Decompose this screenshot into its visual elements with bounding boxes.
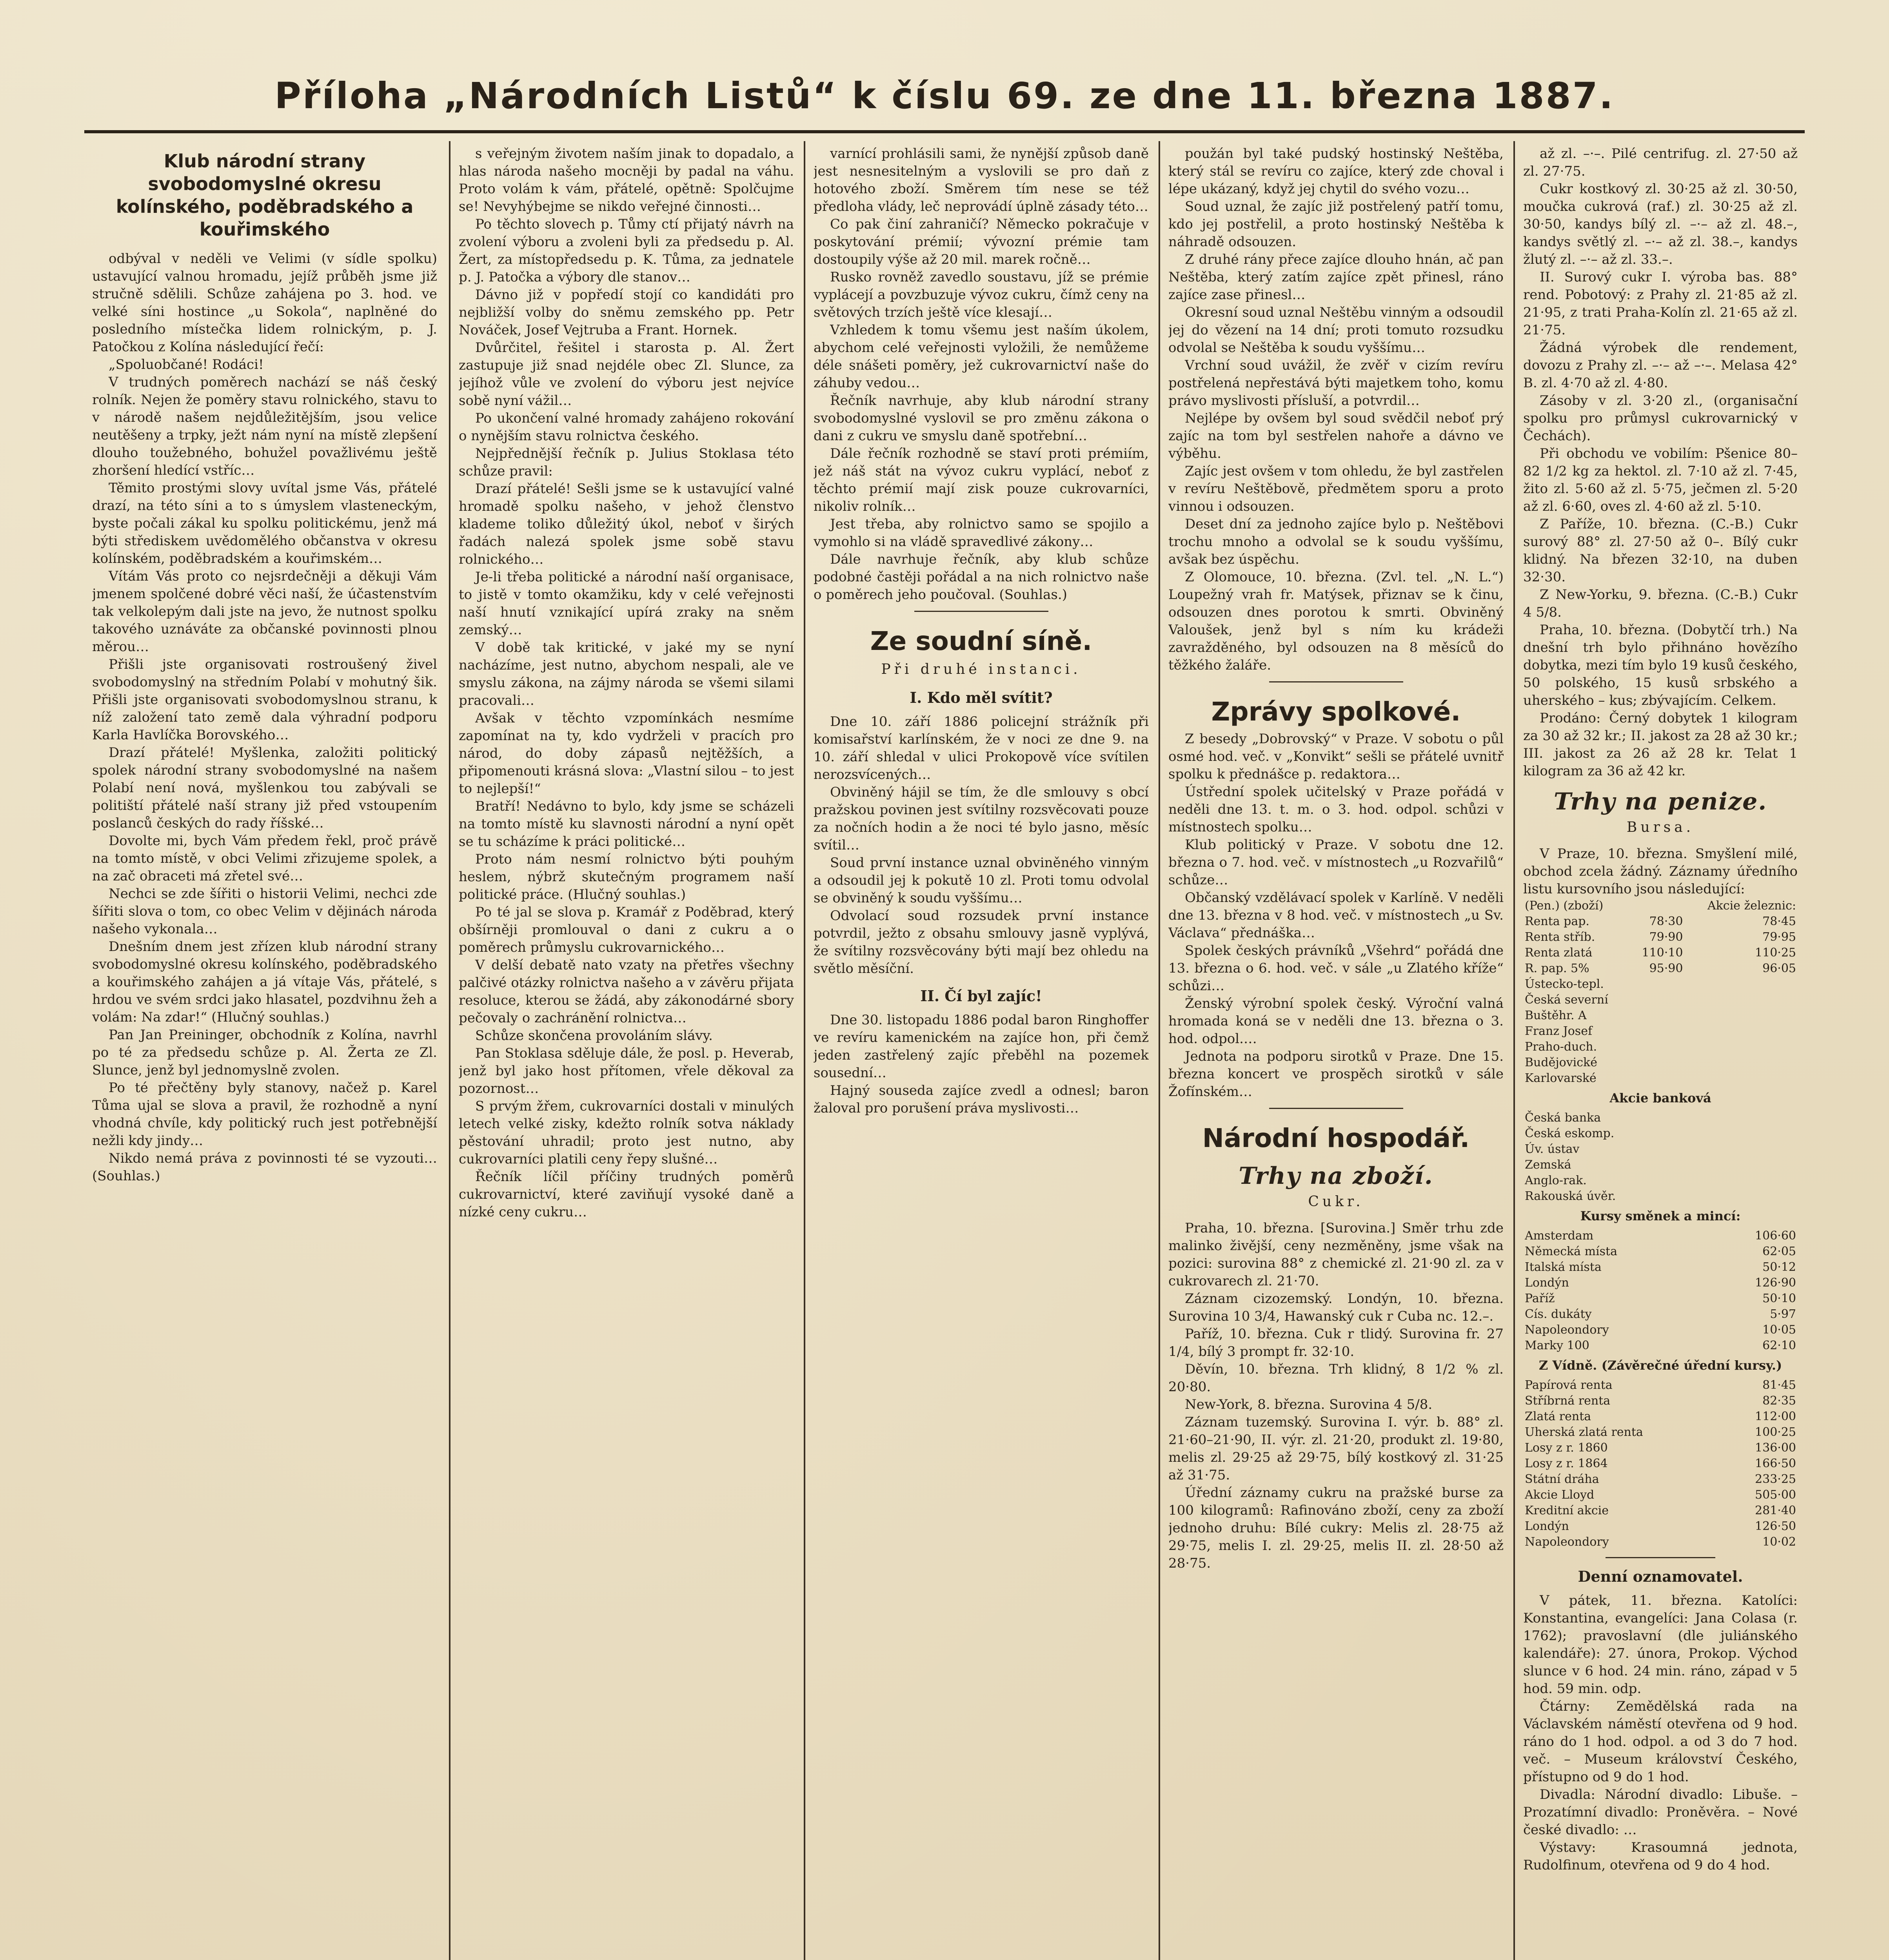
row-value: 50·12: [1762, 1260, 1796, 1274]
row-value: [1630, 1055, 1684, 1071]
row-value: [1684, 1024, 1798, 1039]
paragraph: až zl. –·–. Pilé centrifug. zl. 27·50 až zl. 27·75.: [1523, 146, 1798, 179]
paragraph: Z New-Yorku, 9. března. (C.-B.) Cukr 4 5/8.: [1523, 587, 1798, 620]
table-row: [1523, 1487, 1798, 1503]
table-row: [1523, 1503, 1798, 1519]
table-heading: Z Vídně. (Závěrečné úřední kursy.): [1538, 1358, 1782, 1373]
column-1: [92, 145, 437, 1960]
row-value: [1789, 1110, 1798, 1126]
paragraph: Dnešním dnem jest zřízen klub národní strany svobodomyslné okresu kolínského, poděbradského a kouřimského zahájen a já vítaje Vás, přátelé, s hrdou ve svém srdci jako hlasatel, pozdvihnu žeh a volám: Na zdar!“ (Hlučný souhlas.): [92, 939, 437, 1025]
paragraph: Po té přečtěny byly stanovy, načež p. Karel Tůma ujal se slova a pravil, že rozhodně a nyní vhodná chvíle, kdy politický ruch jest potřebnější nežli kdy jindy…: [92, 1080, 437, 1149]
row-value: 106·60: [1755, 1229, 1796, 1243]
table-row: [1523, 1142, 1798, 1157]
row-label: Karlovarské: [1525, 1071, 1597, 1085]
row-label: Státní dráha: [1525, 1472, 1599, 1486]
row-label: Londýn: [1525, 1519, 1569, 1533]
row-value: 5·97: [1770, 1307, 1796, 1321]
section-title: Trhy na penize.: [1553, 788, 1767, 815]
paragraph: Klub politický v Praze. V sobotu dne 12. března o 7. hod. več. v místnostech „u Rozvařilů“ schůze…: [1168, 837, 1504, 888]
article-body: [814, 713, 1149, 978]
row-value: [1789, 1142, 1798, 1157]
paragraph: Občanský vzdělávací spolek v Karlíně. V neděli dne 13. března v 8 hod. več. v místnostech „u Sv. Václava“ přednáška…: [1168, 890, 1504, 941]
paragraph: Dvůrčitel, řešitel i starosta p. Al. Žert zastupuje již snad nejdéle obec Zl. Slunce, za jejíhož vůle ve zvolení do výboru jest nejvíce sobě nyní vážil…: [459, 340, 794, 408]
table-row: [1523, 1456, 1798, 1472]
row-value: [1684, 976, 1798, 992]
table-heading: Kursy směnek a mincí:: [1580, 1209, 1741, 1223]
row-value: [1780, 1189, 1789, 1204]
paragraph: Pan Stoklasa sděluje dále, že posl. p. Heverab, jenž byl jako host přítomen, vřele děkoval za pozornost…: [459, 1045, 794, 1096]
article-title: Klub národní strany svobodomyslné okresu kolínského, poděbradského a kouřimského: [116, 151, 414, 240]
table-row: [1523, 1008, 1798, 1024]
section-divider: [1269, 681, 1403, 682]
paragraph: Dne 30. listopadu 1886 podal baron Ringhoffer ve revíru kamenickém na zajíce hon, při čemž jeden zastřelený zajíc přeběhl na pozemek sousední…: [814, 1012, 1149, 1081]
club-news: [1168, 730, 1504, 1101]
table-row: [1523, 1393, 1798, 1409]
masthead-title: Příloha „Národních Listů“ k číslu 69. ze dne 11. března 1887.: [274, 75, 1615, 117]
row-value: [1630, 1008, 1684, 1024]
paragraph: Čtárny: Zemědělská rada na Václavském náměstí otevřena od 9 hod. ráno do 1 hod. odpol. a od 3 do 7 hod. več. – Museum království Českého, přístupno od 9 do 1 hod.: [1523, 1699, 1798, 1785]
paragraph: Po té jal se slova p. Kramář z Poděbrad, který obšírněji promlouval o dani z cukru a o poměrech průmyslu cukrovarnického…: [459, 904, 794, 955]
paragraph: Vítám Vás proto co nejsrdečněji a děkuji Vám jmenem spolčené dobré věci naší, že účastenstvím tak velkolepým dali jste na jevo, že nutnost spolku takového uznáváte za občanské povinnosti plnou měrou…: [92, 568, 437, 655]
paragraph: Zásoby v zl. 3·20 zl., (organisační spolku pro průmysl cukrovarnický v Čechách).: [1523, 393, 1798, 444]
paragraph: Praha, 10. března. [Surovina.] Směr trhu zde malinko živější, ceny nezměněny, jsme však na pozici: surovina 88° z chemické zl. 21·90 zl. za v cukrovarech zl. 21·70.: [1168, 1220, 1504, 1289]
row-label: Budějovické: [1525, 1056, 1597, 1069]
table-row: [1523, 992, 1798, 1008]
row-value: 100·25: [1755, 1425, 1796, 1439]
paragraph: Soud uznal, že zajíc již postřelený patří tomu, kdo jej postřelil, a proto hostinský Neštěba k náhradě odsouzen.: [1168, 199, 1504, 250]
paragraph: Dále řečník rozhodně se staví proti prémiím, jež náš stát na vývoz cukru vyplácí, neboť z těchto prémií mají zisk pouze cukrovarníci, nikoliv rolník…: [814, 446, 1149, 514]
column-4: [1168, 145, 1504, 1960]
row-label: Zlatá renta: [1525, 1410, 1591, 1423]
table-row: [1523, 1259, 1798, 1275]
row-label: Londýn: [1525, 1276, 1569, 1290]
section-divider: [914, 611, 1048, 612]
row-value: [1780, 1157, 1789, 1173]
table-row: [1523, 1472, 1798, 1487]
table-row: [1523, 1425, 1798, 1440]
row-label: Německá místa: [1525, 1245, 1617, 1258]
paragraph: Záznam cizozemský. Londýn, 10. března. Surovina 10 3/4, Hawanský cuk r Cuba nc. 12.–.: [1168, 1291, 1504, 1324]
article-body: [459, 145, 794, 1221]
paragraph: Bratří! Nedávno to bylo, kdy jsme se scházeli na tomto místě ku slavnosti národní a nyní opět se tu scházíme k práci politické…: [459, 799, 794, 849]
table-row: [1523, 1409, 1798, 1425]
bank-table: [1523, 1110, 1798, 1204]
paragraph: s veřejným životem naším jinak to dopadalo, a hlas národa našeho mocněji by padal na váhu. Proto volám k vám, přátelé, opětně: Spolčujme se! Nevyhýbejme se nikdo veřejné činnosti…: [459, 146, 794, 214]
paragraph: Cukr kostkový zl. 30·25 až zl. 30·50, moučka cukrová (raf.) zl. 30·25 až zl. 30·50, kandys bílý zl. –·– až zl. 48.–, kandys světlý zl. –·– až zl. 38.–, kandys žlutý zl. –·– až zl. 33.–.: [1523, 181, 1798, 267]
row-value: 78·30: [1649, 915, 1683, 928]
paragraph: Při obchodu ve vobilím: Pšenice 80–82 1/2 kg za hektol. zl. 7·10 až zl. 7·45, žito zl. 5·60 až zl. 5·75, ječmen zl. 5·20 až zl. 6·60, oves zl. 4·60 až zl. 5·10.: [1523, 446, 1798, 514]
row-value: 62·10: [1762, 1339, 1796, 1352]
row-label: Napoleondory: [1525, 1535, 1609, 1549]
row-value: [1684, 1071, 1798, 1086]
row-value: 110·25: [1755, 946, 1796, 960]
paragraph: „Spoluobčané! Rodáci!: [109, 357, 264, 372]
paragraph: Nejpřednější řečník p. Julius Stoklasa této schůze pravil:: [459, 446, 794, 479]
row-value: 10·05: [1762, 1323, 1796, 1337]
row-value: 233·25: [1755, 1472, 1796, 1486]
table-row: [1523, 976, 1798, 992]
row-label: Cís. dukáty: [1525, 1307, 1592, 1321]
paragraph: Jednota na podporu sirotků v Praze. Dne 15. března koncert ve prospěch sirotků v sále Žofínském…: [1168, 1049, 1504, 1100]
table-row: [1523, 1157, 1798, 1173]
paragraph: Divadla: Národní divadlo: Libuše. – Prozatímní divadlo: Proněvěra. – Nové české divadlo: …: [1523, 1787, 1798, 1838]
table-row: [1523, 914, 1798, 929]
paragraph: Záznam tuzemský. Surovina I. výr. b. 88° zl. 21·60–21·90, II. výr. zl. 21·20, produkt zl. 19·80, melis zl. 29·25 až 29·75, bílý kostkový zl. 31·25 až 31·75.: [1168, 1414, 1504, 1483]
article-body: [92, 250, 437, 1185]
article-heading: II. Čí byl zajíc!: [920, 987, 1042, 1005]
row-value: [1789, 1126, 1798, 1142]
table-row: [1523, 1291, 1798, 1307]
paragraph: V delší debatě nato vzaty na přetřes všechny palčivé otázky rolnictva našeho a v závěru přijata resoluce, kterou se žádá, aby zákonodárné sbory pečovaly o zachránění rolnictva…: [459, 957, 794, 1026]
paragraph: Spolek českých právníků „Všehrd“ pořádá dne 13. března o 6. hod. več. v sále „u Zlatého kříže“ schůzi…: [1168, 943, 1504, 994]
paragraph: Děvín, 10. března. Trh klidný, 8 1/2 % zl. 20·80.: [1168, 1361, 1504, 1395]
paragraph: Nechci se zde šířiti o historii Velimi, nechci zde šířiti slova o tom, co obec Velim v dějinách národa našeho vykonala…: [92, 886, 437, 937]
paragraph: Rusko rovněž zavedlo soustavu, jíž se prémie vyplácejí a povzbuzuje vývoz cukru, čímž ceny na světových trzích ještě více klesají…: [814, 269, 1149, 320]
row-label: Stříbrná renta: [1525, 1394, 1611, 1408]
row-value: [1684, 1055, 1798, 1071]
row-value: [1684, 992, 1798, 1008]
section-title: Denní oznamovatel.: [1578, 1568, 1743, 1585]
row-label: Paříž: [1525, 1292, 1555, 1305]
paragraph: Okresní soud uznal Neštěbu vinným a odsoudil jej do vězení na 14 dní; proti tomuto rozsudku odvolal se Neštěba k soudu vyššímu…: [1168, 305, 1504, 356]
paragraph: Odvolací soud rozsudek první instance potvrdil, ježto z obsahu smlouvy jasně vyplývá, že svítilny rozsvěcovány býti mají bez ohledu na světlo měsíční.: [814, 908, 1149, 976]
row-label: Losy z r. 1860: [1525, 1441, 1608, 1455]
paragraph: použán byl také pudský hostinský Neštěba, který stál se revíru co zajíce, který zde choval i lépe ukázaný, když jej chytil do svého vozu…: [1168, 146, 1504, 197]
masthead-rule: [84, 130, 1805, 133]
paragraph: Žádná výrobek dle rendement, dovozu z Prahy zl. –·– až –·–. Melasa 42° B. zl. 4·70 až zl. 4·80.: [1523, 340, 1798, 391]
paragraph: Z Paříže, 10. března. (C.-B.) Cukr surový 88° zl. 27·50 až 0–. Bílý cukr klidný. Na březen 32·10, na duben 32·30.: [1523, 516, 1798, 585]
row-value: 126·90: [1755, 1276, 1796, 1290]
paragraph: Drazí přátelé! Sešli jsme se k ustavující valné hromadě spolku našeho, v jehož členstvo klademe toliko důležitý úkol, neboť v širých řadách nalezá spolek jsme sobě stavu rolnického…: [459, 481, 794, 567]
paragraph: Přišli jste organisovati rostroušený živel svobodomyslný na středním Polabí v mohutný šik. Přišli jste organisovati svobodomyslnou stranu, k níž založení tato země dala výhradní podporu Karla Havlíčka Borovského…: [92, 657, 437, 743]
paragraph: New-York, 8. března. Surovina 4 5/8.: [1185, 1397, 1433, 1412]
row-value: 166·50: [1755, 1457, 1796, 1470]
paragraph: Vzhledem k tomu všemu jest naším úkolem, abychom celé veřejnosti vyložili, že nemůžeme déle snášeti poměry, jež cukrovarnictví naše do záhuby vedou…: [814, 322, 1149, 391]
column-3: [814, 145, 1149, 1960]
section-title: Zprávy spolkové.: [1211, 697, 1461, 727]
row-value: 505·00: [1755, 1488, 1796, 1502]
paragraph: V době tak kritické, v jaké my se nyní nacházíme, jest nutno, abychom nespali, ale ve smyslu zákona, na zájmy národa se všemi silami pracovali…: [459, 640, 794, 708]
section-divider: [1269, 1108, 1403, 1109]
vienna-table: [1523, 1377, 1798, 1550]
paragraph: Je-li třeba politické a národní naší organisace, to jistě v tomto okamžiku, kdy v celé veřejnosti naší hnutí vznikající upírá zraky na sněm zemský…: [459, 569, 794, 638]
section-title: Ze soudní síně.: [870, 626, 1092, 656]
paragraph: V trudných poměrech nachází se náš český rolník. Nejen že poměry stavu rolnického, stavu to v národě našem nejdůležitějším, jsou velice neutěšeny a trpky, ježt nám nyní na místě zlepšení dlouho toužebného, bohužel považlivému ještě zhoršení hledící vstříc…: [92, 374, 437, 478]
paragraph: Dávno již v popředí stojí co kandidáti pro nejbližší volby do sněmu zemského pp. Petr Nováček, Josef Vejtruba a Frant. Hornek.: [459, 287, 794, 338]
row-label: Losy z r. 1864: [1525, 1457, 1608, 1470]
row-label: Buštěhr. A: [1525, 1009, 1587, 1022]
row-value: [1684, 1039, 1798, 1055]
table-row: [1523, 1055, 1798, 1071]
row-value: [1630, 1071, 1684, 1086]
column-divider: [449, 141, 450, 1960]
row-label: Renta pap.: [1525, 915, 1589, 928]
paragraph: Řečník líčil příčiny trudných poměrů cukrovarnictví, které zaviňují vysoké daně a nízké ceny cukru…: [459, 1169, 794, 1220]
row-label: Italská místa: [1525, 1260, 1602, 1274]
paragraph: Dne 10. září 1886 policejní strážník při komisařství karlínském, že v noci ze dne 9. na 10. září shledal v ulici Prokopově více svítilen nerozsvícených…: [814, 714, 1149, 782]
row-value: [1780, 1173, 1789, 1189]
paragraph: Soud první instance uznal obviněného vinným a odsoudil jej k pokutě 10 zl. Proti tomu odvolal se obviněný k soudu vyššímu…: [814, 855, 1149, 906]
table-row: [1523, 1228, 1798, 1244]
row-value: [1780, 1142, 1789, 1157]
row-label: Úv. ústav: [1525, 1142, 1580, 1156]
paragraph: Po ukončení valné hromady zahájeno rokování o nynějším stavu rolnictva českého.: [459, 410, 794, 444]
exchange-table: [1523, 1228, 1798, 1354]
paragraph: odbýval v neděli ve Velimi (v sídle spolku) ustavující valnou hromadu, jejíž průběh jsme již stručně sdělili. Schůze zahájena po 3. hod. ve velké síni hostince „u Sokola“, naplněné do posledního místečka lidem rolnickým, p. J. Patočkou z Kolína následující řečí:: [92, 251, 437, 355]
table-header: Akcie železnic:: [1707, 899, 1796, 913]
article-body: [814, 145, 1149, 604]
paragraph: S prvým žřem, cukrovarníci dostali v minulých letech velké zisky, kdežto rolník sotva náklady pěstování uhradil; proto jest nutno, aby cukrovarníci platili ceny řepy slušné…: [459, 1098, 794, 1167]
row-label: Kreditní akcie: [1525, 1504, 1609, 1517]
paragraph: Z druhé rány přece zajíce dlouho hnán, ač pan Neštěba, který zatím zajíce zpět přinesl, ráno zajíce zase přinesl…: [1168, 252, 1504, 303]
paragraph: Praha, 10. března. (Dobytčí trh.) Na dnešní trh bylo přihnáno hovězího dobytka, mezi tím bylo 19 kusů českého, 50 polského, 15 kusů srbského a uherského – kus; zbývajícím. Celkem.: [1523, 622, 1798, 708]
paragraph: Výstavy: Krasoumná jednota, Rudolfinum, otevřena od 9 do 4 hod.: [1523, 1840, 1798, 1873]
paragraph: Z besedy „Dobrovský“ v Praze. V sobotu o půl osmé hod. več. v „Konvikt“ sešli se přátelé uvnitř spolku k přednášce p. redaktora…: [1168, 731, 1504, 782]
row-label: Renta zlatá: [1525, 946, 1593, 960]
row-label: Anglo-rak.: [1525, 1174, 1587, 1187]
paragraph: Z Olomouce, 10. března. (Zvl. tel. „N. L.“) Loupežný vrah fr. Matýsek, přiznav se k činu, odsouzen dnes porotou k smrti. Obviněný Valoušek, jenž byl s ním ku krádeži zavražděného, byl odsouzen na 8 měsíců do těžkého žaláře.: [1168, 569, 1504, 673]
notices-body: [1523, 1592, 1798, 1874]
paragraph: Avšak v těchto vzpomínkách nesmíme zapomínat na ty, kdo vydrželi v pracích pro národ, do doby zápasů nejtěžších, a připomenouti krásná slova: „Vlastní silou – to jest to nejlepší!“: [459, 710, 794, 797]
row-label: Česká eskomp.: [1525, 1127, 1615, 1140]
section-title: Národní hospodář.: [1202, 1123, 1470, 1153]
row-value: [1789, 1173, 1798, 1189]
paragraph: Paříž, 10. března. Cuk r tlidý. Surovina fr. 27 1/4, bílý 3 prompt fr. 32·10.: [1168, 1326, 1504, 1359]
table-row: [1523, 945, 1798, 961]
row-label: Uherská zlatá renta: [1525, 1425, 1643, 1439]
paragraph: Řečník navrhuje, aby klub národní strany svobodomyslné vyslovil se pro změnu zákona o dani z cukru ve smyslu daně spotřební…: [814, 393, 1149, 444]
paragraph: Vrchní soud uvážil, že zvěř v cizím revíru postřelená nepřestává býti majetkem toho, komu právo myslivosti přísluší, a potvrdil…: [1168, 358, 1504, 408]
table-row: [1523, 1534, 1798, 1550]
paragraph: II. Surový cukr I. výroba bas. 88° rend. Pobotový: z Prahy zl. 21·85 až zl. 21·95, z trati Praha-Kolín zl. 21·65 až zl. 21·75.: [1523, 269, 1798, 338]
table-heading: Akcie banková: [1609, 1091, 1711, 1105]
row-value: 95·90: [1649, 962, 1683, 975]
row-value: [1789, 1157, 1798, 1173]
table-row: [1523, 1322, 1798, 1338]
column-5: [1523, 145, 1798, 1960]
row-label: Rakouská úvěr.: [1525, 1189, 1616, 1203]
row-value: 79·95: [1762, 930, 1796, 944]
row-value: 136·00: [1755, 1441, 1796, 1455]
table-row: [1523, 1519, 1798, 1534]
row-label: Amsterdam: [1525, 1229, 1594, 1243]
column-divider: [1513, 141, 1515, 1960]
table-row: [1523, 1275, 1798, 1291]
row-value: 50·10: [1762, 1292, 1796, 1305]
article-body: [814, 1011, 1149, 1117]
column-2: [459, 145, 794, 1960]
row-label: Renta stříb.: [1525, 930, 1595, 944]
table-row: [1523, 1024, 1798, 1039]
paragraph: Úřední záznamy cukru na pražské burse za 100 kilogramů: Rafinováno zboží, ceny za zboží jednoho druhu: Bílé cukry: Melis zl. 28·75 až 29·75, melis I. zl. 29·25, melis II. zl. 28·50 až 28·75.: [1168, 1485, 1504, 1571]
row-value: 79·90: [1649, 930, 1683, 944]
paragraph: Co pak činí zahraničí? Německo pokračuje v poskytování prémií; vývozní prémie tam dostoupily výše až 20 mil. marek ročně…: [814, 216, 1149, 267]
section-subtitle: Při druhé instanci.: [881, 661, 1081, 677]
row-label: R. pap. 5%: [1525, 962, 1589, 975]
masthead: [78, 67, 1811, 125]
table-row: [1523, 1307, 1798, 1322]
paragraph: Prodáno: Černý dobytek 1 kilogram za 30 až 32 kr.; II. jakost za 28 až 30 kr.; III. jakost za 26 až 28 kr. Telat 1 kilogram za 36 až 42 kr.: [1523, 710, 1798, 779]
row-value: 78·45: [1762, 915, 1796, 928]
paragraph: Obviněný hájil se tím, že dle smlouvy s obcí pražskou povinen jest svítilny rozsvěcovati pouze za nočních hodin a že noci té bylo jasno, měsíc svítil…: [814, 784, 1149, 853]
paragraph: Drazí přátelé! Myšlenka, založiti politický spolek národní strany svobodomyslné na našem Polabí není nová, myšlenkou tou zabývali se politiští přátelé naší strany již před vstoupením poslanců českých do rady říšské…: [92, 745, 437, 831]
economy-body: [1168, 1220, 1504, 1572]
table-header: (Pen.) (zboží): [1525, 899, 1604, 913]
paragraph: Pan Jan Preininger, obchodník z Kolína, navrhl po té za předsedu schůze p. Al. Žerta ze Zl. Slunce, jenž byl jednomyslně zvolen.: [92, 1027, 437, 1078]
subsection-heading: Cukr.: [1308, 1194, 1364, 1210]
paragraph: Deset dní za jednoho zajíce bylo p. Neštěbovi trochu mnoho a odvolal se k soudu vyššímu, avšak bez úspěchu.: [1168, 516, 1504, 567]
section-divider: [1606, 1557, 1715, 1558]
table-row: [1523, 1110, 1798, 1126]
price-listing: [1523, 145, 1798, 780]
row-value: [1780, 1126, 1789, 1142]
row-label: Praho-duch.: [1525, 1040, 1597, 1054]
row-value: [1789, 1189, 1798, 1204]
row-value: 281·40: [1755, 1504, 1796, 1517]
section-subtitle: Trhy na zboží.: [1239, 1162, 1433, 1190]
row-value: [1684, 1008, 1798, 1024]
paragraph: Dovolte mi, bych Vám předem řekl, proč právě na tomto místě, v obci Velimi zřizujeme spolek, a na zač obraceti má zřetel své…: [92, 833, 437, 884]
row-value: 126·50: [1755, 1519, 1796, 1533]
paragraph: Dále navrhuje řečník, aby klub schůze podobné častěji pořádal a na nich rolnictvo naše o poměrech jeho poučoval. (Souhlas.): [814, 552, 1149, 603]
column-divider: [804, 141, 805, 1960]
row-value: 82·35: [1762, 1394, 1796, 1408]
table-row: [1523, 1338, 1798, 1354]
table-row: [1523, 1189, 1798, 1204]
article-heading: I. Kdo měl svítit?: [910, 689, 1053, 706]
paragraph: Hajný souseda zajíce zvedl a odnesl; baron žaloval pro porušení práva myslivosti…: [814, 1083, 1149, 1116]
paragraph: Proto nám nesmí rolnictvo býti pouhým heslem, nýbrž skutečným programem naší politické práce. (Hlučný souhlas.): [459, 851, 794, 902]
table-row: [1523, 929, 1798, 945]
row-value: [1630, 976, 1684, 992]
table-row: [1523, 1039, 1798, 1055]
row-value: 10·02: [1762, 1535, 1796, 1549]
paragraph: V pátek, 11. března. Katolíci: Konstantina, evangelíci: Jana Colasa (r. 1762); pravoslavní (dle juliánského kalendáře): 27. února, Prokop. Východ slunce v 6 hod. 24 min. ráno, západ v 5 hod. 59 min. odp.: [1523, 1593, 1798, 1697]
row-label: Papírová renta: [1525, 1378, 1613, 1392]
row-label: Akcie Lloyd: [1525, 1488, 1595, 1502]
paragraph: Po těchto slovech p. Tůmy ctí přijatý návrh na zvolení výboru a zvoleni byli za předsedu p. Al. Žert, za místopředsedu p. K. Tůma, za jednatele p. J. Patočka a výbory dle stanov…: [459, 216, 794, 285]
row-label: Zemská: [1525, 1158, 1571, 1172]
paragraph: Jest třeba, aby rolnictvo samo se spojilo a vymohlo si na vládě spravedlivé zákony…: [814, 516, 1149, 550]
row-value: 81·45: [1762, 1378, 1796, 1392]
row-label: Franz Josef: [1525, 1024, 1593, 1038]
paragraph: Nejlépe by ovšem byl soud svědčil neboť prý zajíc na tom byl sestřelen nahoře a dávno ve výběhu.: [1168, 410, 1504, 461]
paragraph: Nikdo nemá práva z povinnosti té se vyzouti… (Souhlas.): [92, 1151, 437, 1184]
table-row: [1523, 1071, 1798, 1086]
row-label: Ústecko-tepl.: [1525, 977, 1604, 991]
bourse-table: [1523, 898, 1798, 1086]
section-subtitle: Bursa.: [1626, 819, 1695, 835]
markets-intro: V Praze, 10. března. Smyšlení milé, obchod zcela žádný. Záznamy úředního listu kursovního jsou následující:: [1523, 846, 1798, 897]
paragraph: Ústřední spolek učitelský v Praze pořádá v neděli dne 13. t. m. o 3. hod. odpol. schůzi v místnostech spolku…: [1168, 784, 1504, 835]
table-row: [1523, 1244, 1798, 1259]
row-label: Marky 100: [1525, 1339, 1589, 1352]
row-value: [1780, 1110, 1789, 1126]
table-row: [1523, 961, 1798, 976]
row-label: Česká severní: [1525, 993, 1608, 1007]
paragraph: Ženský výrobní spolek český. Výroční valná hromada koná se v neděli dne 13. března o 3. hod. odpol.…: [1168, 996, 1504, 1047]
table-row: [1523, 1126, 1798, 1142]
row-value: 110·10: [1642, 946, 1683, 960]
row-value: [1630, 1024, 1684, 1039]
article-body: [1168, 145, 1504, 674]
row-value: 62·05: [1762, 1245, 1796, 1258]
table-row: [1523, 1440, 1798, 1456]
row-value: [1630, 992, 1684, 1008]
row-value: [1630, 1039, 1684, 1055]
paragraph: Zajíc jest ovšem v tom ohledu, že byl zastřelen v revíru Neštěbově, předmětem sporu a proto vinnou i odsouzen.: [1168, 463, 1504, 514]
row-label: Napoleondory: [1525, 1323, 1609, 1337]
row-value: 112·00: [1755, 1410, 1796, 1423]
table-row: [1523, 1377, 1798, 1393]
row-label: Česká banka: [1525, 1111, 1601, 1125]
table-row: [1523, 1173, 1798, 1189]
column-divider: [1159, 141, 1160, 1960]
row-value: 96·05: [1762, 962, 1796, 975]
paragraph: varnící prohlásili sami, že nynější způsob daně jest nesnesitelným a vyslovili se pro daň z hotového zboží. Směrem tím nese se též předloha vlády, leč neprovádí úplně zásady této…: [814, 146, 1149, 214]
paragraph: Schůze skončena provoláním slávy.: [475, 1028, 713, 1044]
paragraph: Těmito prostými slovy uvítal jsme Vás, přátelé drazí, na této síni a to s úmyslem vlasteneckým, byste počali zákal ku spolku politickému, jenž má býti střediskem uvědomělého občanstva v okresu kolínském, poděbradském a kouřimském…: [92, 480, 437, 566]
